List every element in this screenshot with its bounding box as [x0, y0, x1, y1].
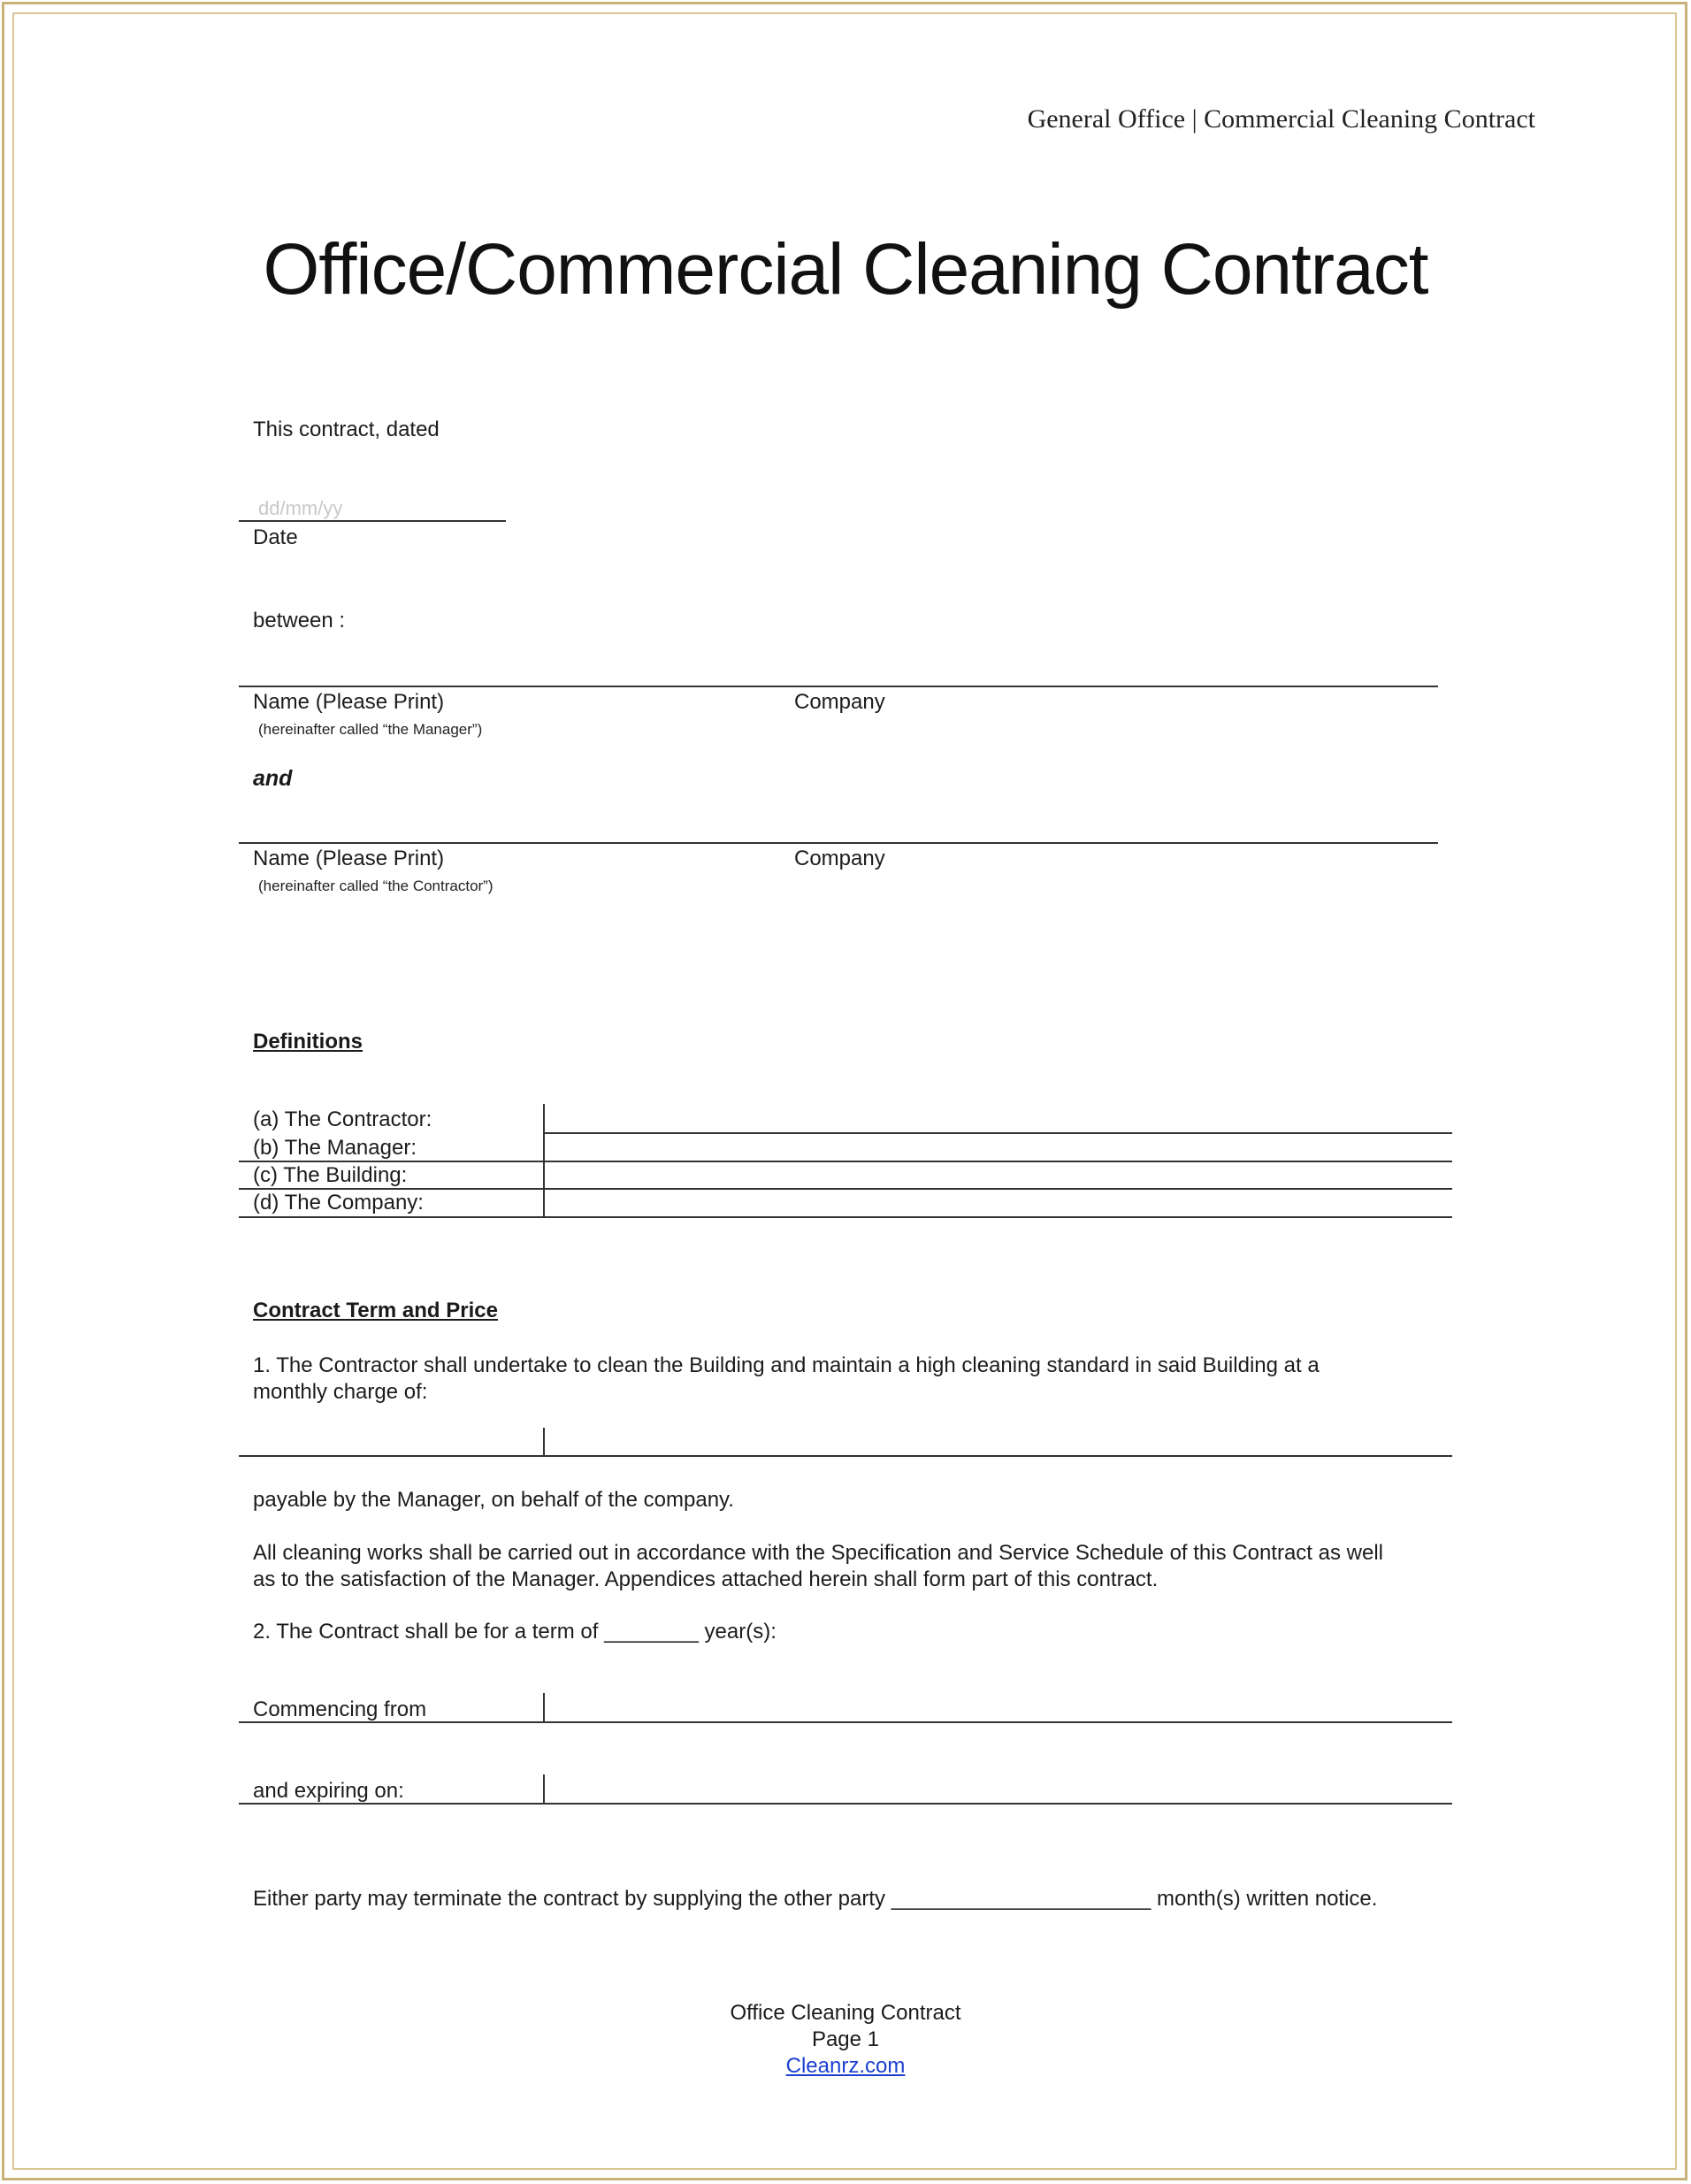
termination-text: Either party may terminate the contract by supplying the other party ______________________ month(s) written notice. — [253, 1887, 1378, 1911]
works-line2: as to the satisfaction of the Manager. Appendices attached herein shall form part of this contract. — [253, 1567, 1159, 1591]
contractor-name-label: Name (Please Print) — [253, 847, 445, 870]
clause1-line2: monthly charge of: — [253, 1380, 428, 1404]
contract-term-heading: Contract Term and Price — [253, 1299, 498, 1322]
date-line — [239, 520, 506, 522]
date-placeholder[interactable]: dd/mm/yy — [258, 497, 343, 519]
definition-field-manager[interactable] — [239, 1161, 1452, 1162]
between-label: between : — [253, 609, 346, 632]
clause2-text: 2. The Contract shall be for a term of ________ year(s): — [253, 1620, 777, 1644]
definitions-heading: Definitions — [253, 1030, 363, 1054]
expiring-divider — [543, 1774, 545, 1804]
payable-text: payable by the Manager, on behalf of the company. — [253, 1488, 734, 1512]
running-header: General Office | Commercial Cleaning Contract — [1027, 104, 1535, 134]
commencing-field[interactable] — [239, 1721, 1452, 1723]
commencing-divider — [543, 1693, 545, 1722]
contractor-note: (hereinafter called “the Contractor”) — [258, 877, 494, 894]
definition-field-contractor[interactable] — [543, 1132, 1452, 1134]
contractor-signature-line — [239, 842, 1438, 844]
document-title: Office/Commercial Cleaning Contract — [263, 229, 1428, 310]
date-label: Date — [253, 525, 298, 549]
and-label: and — [253, 766, 293, 791]
footer-page-number: Page 1 — [811, 2027, 880, 2051]
footer-link-wrapper — [0, 2054, 1691, 2079]
footer-website-link[interactable]: Cleanrz.com — [785, 2054, 906, 2078]
clause1-line1: 1. The Contractor shall undertake to clean the Building and maintain a high cleaning standard in said Building at a — [253, 1353, 1320, 1377]
commencing-label: Commencing from — [253, 1697, 427, 1721]
contract-dated-label: This contract, dated — [253, 418, 440, 441]
expiring-field[interactable] — [239, 1803, 1452, 1805]
definition-item-building: (c) The Building: — [253, 1163, 408, 1187]
works-line1: All cleaning works shall be carried out in accordance with the Specification and Service Schedule of this Contract as well — [253, 1541, 1383, 1565]
expiring-label: and expiring on: — [253, 1779, 404, 1803]
definition-item-manager: (b) The Manager: — [253, 1136, 417, 1160]
definition-item-contractor: (a) The Contractor: — [253, 1107, 432, 1131]
manager-company-label: Company — [794, 690, 885, 714]
contractor-company-label: Company — [794, 847, 885, 870]
definition-field-company[interactable] — [239, 1216, 1452, 1218]
monthly-charge-divider — [543, 1428, 545, 1456]
manager-signature-line — [239, 686, 1438, 687]
manager-note: (hereinafter called “the Manager”) — [258, 721, 483, 738]
definition-item-company: (d) The Company: — [253, 1191, 424, 1215]
definition-field-building[interactable] — [239, 1188, 1452, 1190]
footer-title: Office Cleaning Contract — [730, 2001, 961, 2025]
monthly-charge-field[interactable] — [239, 1455, 1452, 1457]
manager-name-label: Name (Please Print) — [253, 690, 445, 714]
page-border-inner — [12, 12, 1677, 2170]
